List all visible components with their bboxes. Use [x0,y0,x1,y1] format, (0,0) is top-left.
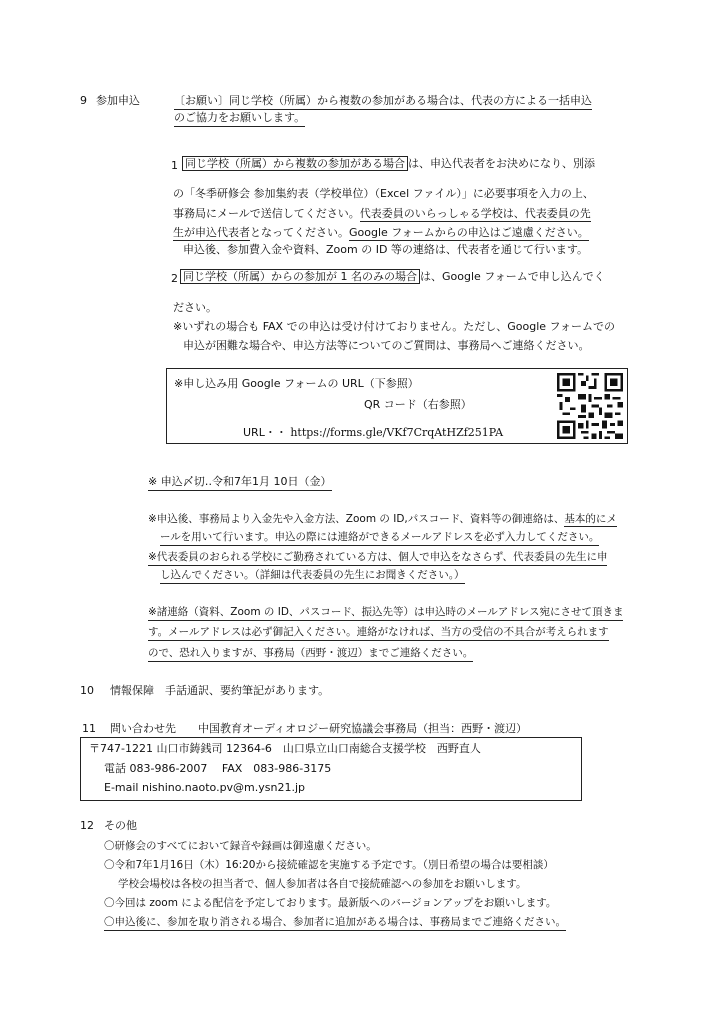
notice-3-line-a: ※諸連絡（資料、Zoom の ID、パスコード、振込先等）は申込時のメールアドレス宛にさせて頂きま [148,605,623,621]
section-12-number: 12 [80,819,94,832]
other-bullet-2-cont: 学校会場校は各校の担当者で、個人参加者は各自で接続確認への参加をお願いします。 [118,878,527,890]
section-11-number: 11 [82,722,96,735]
section-10-number: 10 [80,684,94,697]
form-qr-label: QR コード（右参照） [364,398,472,411]
item-1-line-a: 同じ学校（所属）から複数の参加がある場合 は、申込代表者をお決めになり、別添 [182,157,595,171]
notice-1-line-b: ールを用いて行います。申込の際には連絡ができるメールアドレスを必ず入力してください。 [160,530,599,546]
item-1-number: 1 [171,159,178,172]
notice-3-line-b: す。メールアドレスは必ず御記入ください。連絡がなければ、当方の受信の不具合が考えられます [148,625,609,641]
contact-address: 〒747-1221 山口市鋳銭司 12364-6 山口県立山口南総合支援学校 西野直人 [89,742,481,755]
section-12-title: その他 [104,819,137,832]
form-url-link[interactable]: https://forms.gle/VKf7CrqAtHZf251PA [290,426,504,439]
note-line-1: ※いずれの場合も FAX での申込は受け付けておりません。ただし、Google フォームでの [173,320,615,333]
form-title: ※申し込み用 Google フォームの URL（下参照） [174,377,419,390]
contact-phone-fax: 電話 083-986-2007 FAX 083-986-3175 [104,762,332,775]
section-10-text: 情報保障 手話通訳、要約筆記があります。 [110,684,330,697]
item-1-line-e: 申込後、参加費入金や資料、Zoom の ID 等の連絡は、代表者を通じて行います。 [183,243,589,256]
other-bullet-1: 〇研修会のすべてにおいて録音や録画は御遠慮ください。 [104,840,377,852]
item-1-boxed-condition: 同じ学校（所属）から複数の参加がある場合 [182,156,408,171]
request-line-2: のご協力をお願いします。 [174,111,305,127]
request-line-1: 〔お願い〕同じ学校（所属）から複数の参加がある場合は、代表の方による一括申込 [174,94,592,110]
other-bullet-3: 〇今回は zoom による配信を予定しております。最新版へのバージョンアップをお願いします。 [104,897,557,909]
notice-1-line-a: ※申込後、事務局より入金先や入金方法、Zoom の ID,パスコード、資料等の御連絡は、基本的にメ [148,513,617,525]
section-11-text: 問い合わせ先 中国教育オーディオロジー研究協議会事務局（担当：西野・渡辺） [110,722,527,738]
section-9-title: 参加申込 [96,94,140,107]
section-9-number: 9 [80,94,87,107]
item-1-line-b: の「冬季研修会 参加集約表（学校単位）（Excel ファイル）」に必要事項を入力の上、 [173,187,594,200]
qr-code-icon [557,373,623,439]
item-2-boxed-condition: 同じ学校（所属）からの参加が 1 名のみの場合 [180,269,420,284]
form-url-line: URL・・ https://forms.gle/VKf7CrqAtHZf251PA [243,426,504,439]
notice-2-line-b: し込んでください。（詳細は代表委員の先生にお聞きください。） [160,568,465,584]
item-1-line-d: 生が申込代表者となってください。Google フォームからの申込はご遠慮ください。 [173,226,589,239]
item-1-line-c: 事務局にメールで送信してください。代表委員のいらっしゃる学校は、代表委員の先 [173,207,591,220]
note-line-2: 申込が困難な場合や、申込方法等についてのご質問は、事務局へご連絡ください。 [183,339,590,352]
contact-email[interactable]: E-mail nishino.naoto.pv@m.ysn21.jp [104,781,306,794]
item-2-number: 2 [171,272,178,285]
item-2-line-b: ださい。 [173,301,217,314]
other-bullet-4: 〇申込後に、参加を取り消される場合、参加者に追加がある場合は、事務局までご連絡ください。 [104,915,566,931]
item-2-line-a: 同じ学校（所属）からの参加が 1 名のみの場合 は、Google フォームで申し込んでく [180,270,605,284]
other-bullet-2: 〇令和7年1月16日（木）16:20から接続確認を実施する予定です。（別日希望の場合は要相談） [104,859,554,871]
notice-3-line-c: ので、恐れ入りますが、事務局（西野・渡辺）までご連絡ください。 [148,646,473,662]
notice-2-line-a: ※代表委員のおられる学校にご勤務されている方は、個人で申込をなさらず、代表委員の先生に申 [148,550,607,566]
deadline: ※ 申込〆切‥令和7年1月 10日（金） [148,475,332,491]
